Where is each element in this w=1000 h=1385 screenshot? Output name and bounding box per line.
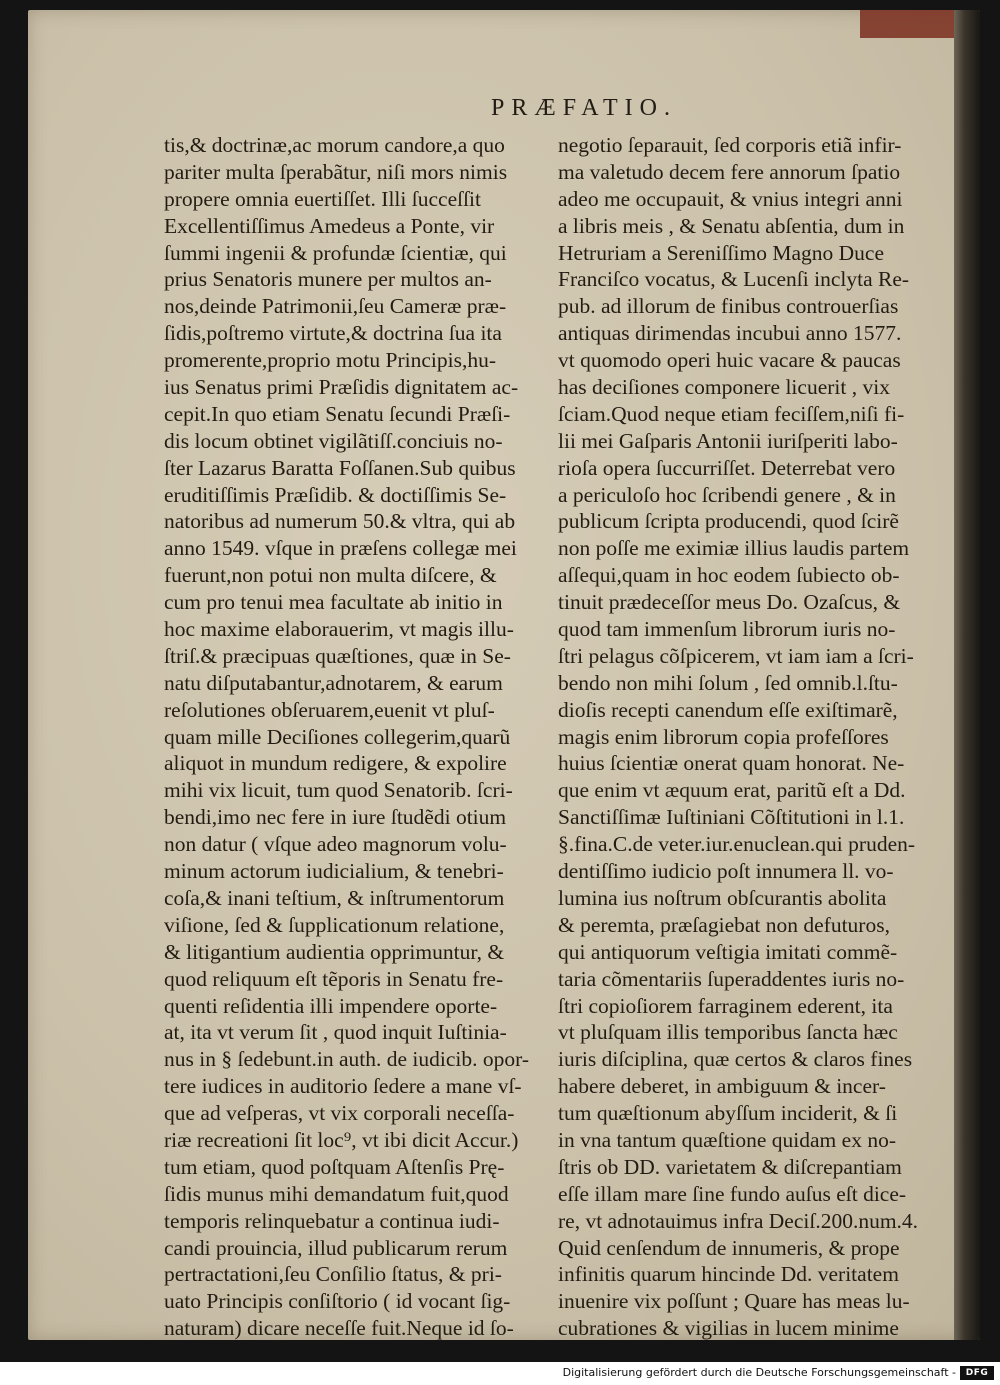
text-line: Sanctiſſimæ Iuſtiniani Cõſtitutioni in l.1. (558, 805, 905, 830)
text-line: eruditiſſimis Præſidib. & doctiſſimis Se- (164, 482, 507, 507)
text-line: viſione, ſed & ſupplicationum relatione, (164, 912, 505, 937)
text-line: magis enim librorum copia profeſſores (558, 724, 889, 749)
text-line: bendi,imo nec fere in iure ſtudẽdi otium (164, 805, 507, 830)
text-line: minum actorum iudicialium, & tenebri- (164, 859, 504, 884)
text-line: anno 1549. vſque in præſens collegæ mei (164, 536, 517, 561)
text-line: que ad veſperas, vt vix corporali neceſſa- (164, 1101, 515, 1126)
text-line: ſtri pelagus cõſpicerem, vt iam iam a ſcri- (558, 643, 914, 668)
text-line: eſſe illam mare ſine fundo auſus eſt dice- (558, 1181, 907, 1206)
text-line: taria cõmentariis ſuperaddentes iuris no- (558, 966, 905, 991)
text-line: quenti reſidentia illi impendere oporte- (164, 993, 498, 1018)
text-line: promerente,proprio motu Principis,hu- (164, 348, 496, 373)
text-line: tis,& doctrinæ,ac morum candore,a quo (164, 133, 505, 157)
text-line: & litigantium audientia opprimuntur, & (164, 939, 505, 964)
text-line: dentiſſimo iudicio poſt innumera ll. vo- (558, 859, 894, 884)
dfg-logo: DFG (960, 1366, 994, 1380)
text-line: huius ſcientiæ onerat quam honorat. Ne- (558, 751, 905, 776)
text-line: ma valetudo decem fere annorum ſpatio (558, 159, 901, 184)
text-line: lii mei Gaſparis Antonii iuriſperiti labo- (558, 428, 898, 453)
text-line: aſſequi,quam in hoc eodem ſubiecto ob- (558, 563, 900, 588)
text-line: pertractationi,ſeu Conſilio ſtatus, & pri- (164, 1262, 502, 1287)
text-line: Franciſco vocatus, & Lucenſi inclyta Re- (558, 267, 910, 292)
text-line: prius Senatoris munere per multos an- (164, 267, 492, 292)
text-line: ſtri copioſiorem farraginem ederent, ita (558, 993, 893, 1018)
text-line: candi prouincia, illud publicarum rerum (164, 1235, 508, 1260)
text-line: cum pro tenui mea facultate ab initio in (164, 590, 503, 615)
text-line: cubrationes & vigilias in lucem minime (558, 1316, 899, 1340)
text-line: has deciſiones componere licuerit , vix (558, 375, 890, 400)
text-line: coſa,& inani teſtium, & inſtrumentorum (164, 885, 505, 910)
text-line: ſciam.Quod neque etiam feciſſem,niſi fi- (558, 401, 905, 426)
text-line: temporis relinquebatur a continua iudi- (164, 1208, 500, 1233)
text-line: qui antiquorum veſtigia imitati commẽ- (558, 939, 898, 964)
text-line: aliquot in mundum redigere, & expolire (164, 751, 507, 776)
text-line: cepit.In quo etiam Senatu ſecundi Præſi- (164, 401, 511, 426)
running-heading: PRÆFATIO. (491, 95, 677, 121)
text-line: bendo non mihi ſolum , ſed omnib.l.ſtu- (558, 670, 898, 695)
text-line: propere omnia euertiſſet. Illi ſucceſſit (164, 186, 481, 211)
text-line: vt quomodo operi huic vacare & paucas (558, 348, 901, 373)
text-line: negotio ſeparauit, ſed corporis etiã infir- (558, 133, 902, 157)
text-line: naturam) dicare neceſſe fuit.Neque id ſo- (164, 1316, 514, 1340)
text-line: publicum ſcripta producendi, quod ſcirẽ (558, 509, 899, 534)
text-line: tum etiam, quod poſtquam Aſtenſis Prę- (164, 1154, 505, 1179)
text-line: non datur ( vſque adeo magnorum volu- (164, 832, 507, 857)
text-line: Excellentiſſimus Amedeus a Ponte, vir (164, 213, 495, 238)
text-line: ius Senatus primi Præſidis dignitatem ac- (164, 375, 519, 400)
text-line: infinitis quarum hincinde Dd. veritatem (558, 1262, 899, 1287)
text-line: Quid cenſendum de innumeris, & prope (558, 1235, 900, 1260)
page-edge-shadow (954, 10, 980, 1340)
text-line: inuenire vix poſſunt ; Quare has meas lu- (558, 1289, 910, 1314)
text-line: mihi vix licuit, tum quod Senatorib. ſcri- (164, 778, 513, 803)
text-line: ſtris ob DD. varietatem & diſcrepantiam (558, 1154, 902, 1179)
text-line: tere iudices in auditorio ſedere a mane vſ- (164, 1074, 522, 1099)
text-line: §.fina.C.de veter.iur.enuclean.qui pruden- (558, 832, 916, 857)
text-line: Hetruriam a Sereniſſimo Magno Duce (558, 240, 884, 265)
text-line: habere deberet, in ambiguum & incer- (558, 1074, 886, 1099)
text-line: natoribus ad numerum 50.& vltra, qui ab (164, 509, 516, 534)
text-line: ſter Lazarus Baratta Foſſanen.Sub quibus (164, 455, 516, 480)
text-line: ſtriſ.& præcipuas quæſtiones, quæ in Se- (164, 643, 511, 668)
text-line: iuris diſciplina, quæ certos & claros fines (558, 1047, 913, 1072)
text-line: non poſſe me eximiæ illius laudis partem (558, 536, 910, 561)
text-line: tinuit prædeceſſor meus Do. Ozaſcus, & (558, 590, 901, 615)
text-line: ſidis munus mihi demandatum fuit,quod (164, 1181, 509, 1206)
text-column-right (558, 132, 950, 1340)
text-line: pub. ad illorum de finibus controuerſias (558, 294, 899, 319)
text-line: a periculoſo hoc ſcribendi genere , & in (558, 482, 896, 507)
text-line: natu diſputabantur,adnotarem, & earum (164, 670, 503, 695)
text-line: ſummi ingenii & profundæ ſcientiæ, qui (164, 240, 507, 265)
text-line: tum quæſtionum abyſſum inciderit, & ſi (558, 1101, 898, 1126)
text-line: in vna tantum quæſtione quidam ex no- (558, 1127, 896, 1152)
text-line: antiquas dirimendas incubui anno 1577. (558, 321, 902, 346)
book-page (28, 10, 980, 1340)
digitization-footer (0, 1362, 1000, 1385)
footer-credit-text: Digitalisierung gefördert durch die Deutsche Forschungsgemeinschaft - (562, 1366, 956, 1379)
text-line: reſolutiones obſeruarem,euenit vt pluſ- (164, 697, 495, 722)
text-line: at, ita vt verum ſit , quod inquit Iuſtinia- (164, 1020, 507, 1045)
text-line: quam mille Deciſiones collegerim,quarũ (164, 724, 511, 749)
text-line: dis locum obtinet vigilãtiſſ.conciuis no- (164, 428, 503, 453)
text-line: & peremta, præſagiebat non defuturos, (558, 912, 890, 937)
text-line: rioſa opera ſuccurriſſet. Deterrebat vero (558, 455, 896, 480)
text-line: adeo me occupauit, & vnius integri anni (558, 186, 903, 211)
text-line: uato Principis conſiſtorio ( id vocant ſig- (164, 1289, 511, 1314)
text-line: vt pluſquam illis temporibus ſancta hæc (558, 1020, 898, 1045)
text-line: quod tam immenſum librorum iuris no- (558, 617, 896, 642)
text-line: hoc maxime elaborauerim, vt magis illu- (164, 617, 514, 642)
text-line: riæ recreationi ſit loc⁹, vt ibi dicit Accur.) (164, 1127, 519, 1152)
text-line: ſidis,poſtremo virtute,& doctrina ſua ita (164, 321, 502, 346)
text-line: nus in § ſedebunt.in auth. de iudicib. opor- (164, 1047, 530, 1072)
text-line: re, vt adnotauimus infra Deciſ.200.num.4. (558, 1208, 919, 1233)
text-line: dioſis recepti canendum eſſe exiſtimarẽ, (558, 697, 898, 722)
text-line: fuerunt,non potui non multa diſcere, & (164, 563, 497, 588)
text-line: pariter multa ſperabãtur, niſi mors nimis (164, 159, 508, 184)
text-line: lumina ius noſtrum obſcurantis abolita (558, 885, 887, 910)
text-line: quod reliquum eſt tẽporis in Senatu fre- (164, 966, 504, 991)
text-line: a libris meis , & Senatu abſentia, dum in (558, 213, 905, 238)
text-line: nos,deinde Patrimonii,ſeu Cameræ præ- (164, 294, 507, 319)
text-line: que enim vt æquum erat, paritũ eſt a Dd. (558, 778, 906, 803)
text-column-left (164, 132, 556, 1340)
